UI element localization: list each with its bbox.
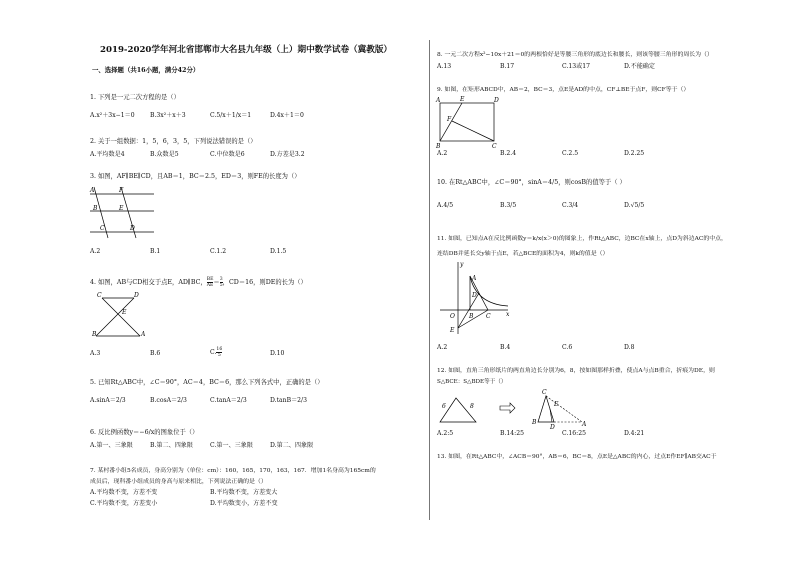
q11-figure [436, 258, 512, 338]
q9-option-b: B.2.4 [500, 150, 517, 157]
q7-option-b: B.平均数不变，方差变大 [210, 489, 278, 496]
q8-option-a: A.13 [437, 63, 452, 70]
q11-label-a: A [472, 275, 477, 282]
q3-option-c: C.1.2 [210, 248, 227, 255]
q11-label-c: C [486, 313, 491, 320]
q7-stem-line1: 7. 某村番小组5名成员，身高分别为（单位：cm）：160，165，170，163，167．增加1名身高为165cm的 [90, 468, 376, 474]
q3-label-c: C [100, 225, 105, 232]
q11-option-d: D.8 [624, 344, 635, 351]
q4-label-a: A [141, 331, 146, 338]
q11-label-y: y [460, 261, 464, 268]
q8-option-d: D.不能确定 [624, 63, 655, 70]
q3-label-f: F [119, 187, 124, 194]
q5-option-c: C.tanA＝2/3 [210, 397, 247, 404]
q8-option-c: C.13或17 [562, 63, 590, 70]
q1-option-d: D.4x＋1＝0 [270, 112, 304, 119]
q9-label-a: A [436, 97, 441, 104]
q12-stem-line1: 12. 如图，直角三角形纸片的两直角边长分别为6，8，按如图那样折叠，使点A与点B重合，折痕为DE，则 [437, 368, 715, 374]
q9-label-b: B [436, 143, 441, 150]
q3-stem: 3. 如图，AF∥BE∥CD，且AB＝1，BC＝2.5，ED＝3，则FE的长度为（） [90, 173, 301, 180]
q5-option-a: A.sinA＝2/3 [90, 397, 126, 404]
section-heading: 一、选择题（共16小题，满分42分） [92, 66, 200, 74]
q9-stem: 9. 如图，在矩形ABCD中，AB＝2，BC＝3，点E是AD的中点，CF⊥BE于点F，则CF等于（） [437, 87, 690, 93]
q1-stem: 1. 下列是一元二次方程的是（） [90, 94, 180, 101]
q10-option-c: C.3/4 [562, 202, 579, 209]
q4-label-b: B [92, 331, 97, 338]
q7-option-d: D.平均数变小，方差不变 [210, 500, 278, 507]
q3-option-a: A.2 [90, 248, 101, 255]
q12-label-8: 8 [470, 403, 474, 410]
q12-stem-line2: S△BCE：S△BDE等于（） [437, 379, 507, 385]
q4-option-d: D.10 [270, 350, 285, 357]
q1-option-b: B.3x²＋x＋3 [150, 112, 186, 119]
q9-option-a: A.2 [437, 150, 448, 157]
q5-stem: 5. 已知Rt△ABC中，∠C＝90°，AC＝4，BC＝6，那么下列各式中，正确的是（） [90, 379, 324, 386]
q9-label-f: F [447, 116, 452, 123]
q2-option-c: C.中位数是6 [210, 151, 245, 158]
q3-label-d: D [130, 225, 135, 232]
q11-option-c: C.6 [562, 344, 573, 351]
q10-option-d: D.√5/5 [624, 202, 645, 209]
q3-label-a: A [90, 187, 95, 194]
q4-frac-den: AE [206, 283, 214, 288]
q11-label-d: D [472, 292, 477, 299]
q6-option-a: A.第一、三象限 [90, 442, 133, 449]
q6-option-d: D.第二、四象限 [270, 442, 314, 449]
q9-label-c: C [492, 143, 497, 150]
q12-option-d: D.4:21 [624, 430, 645, 437]
q6-option-c: C.第一、三象限 [210, 442, 253, 449]
q4-option-b: B.6 [150, 350, 161, 357]
q3-label-e: E [119, 205, 124, 212]
q3-option-d: D.1.5 [270, 248, 287, 255]
q12-label-c: C [542, 389, 547, 396]
column-divider [429, 40, 430, 520]
q4-stem-post: ，CD＝16，则DE的长为（） [222, 279, 307, 286]
q2-stem: 2. 关于一组数据：1，5，6，3，5，下列说法错误的是（） [90, 138, 257, 145]
q11-option-a: A.2 [437, 344, 448, 351]
q5-option-b: B.cosA＝2/3 [150, 397, 187, 404]
q10-option-a: A.4/5 [437, 202, 454, 209]
q4-stem [90, 277, 307, 288]
q2-option-a: A.平均数是4 [90, 151, 125, 158]
q11-label-e: E [450, 327, 455, 334]
q9-figure [435, 95, 501, 149]
q3-label-b: B [93, 205, 98, 212]
q2-option-b: B.众数是5 [150, 151, 179, 158]
q12-figure [436, 386, 596, 430]
q4-stem-pre: 4. 如图，AB与CD相交于点E，AD∥BC， [90, 279, 207, 286]
q8-option-b: B.17 [500, 63, 515, 70]
q9-label-e: E [460, 96, 465, 103]
q4-label-d: D [134, 292, 139, 299]
exam-title: 2019-2020学年河北省邯郸市大名县九年级（上）期中数学试卷（冀教版） [100, 45, 393, 55]
q11-option-b: B.4 [500, 344, 511, 351]
q4-option-c: C. $\frac{16}{5}$ [210, 347, 223, 358]
q4-frac2-den: 5 [219, 283, 223, 288]
q6-stem: 6. 反比例函数y＝−6/x的图象位于（） [90, 429, 199, 436]
q8-stem: 8. 一元二次方程x²−10x＋21＝0的两根恰好是等腰三角形的底边长和腰长，则该等腰三角形的周长为（） [437, 52, 713, 58]
q11-stem-line2: 连结DB并延长交y轴于点E，若△BCE的面积为4，则k的值是（） [437, 251, 609, 257]
q4-frac2-num: 3 [219, 277, 223, 282]
q5-option-d: D.tanB＝2/3 [270, 397, 307, 404]
q12-label-6: 6 [442, 403, 446, 410]
q4-option-a: A.3 [90, 350, 101, 357]
q4-label-e: E [122, 309, 127, 316]
q12-label-d: D [550, 424, 555, 431]
q11-stem-line1: 11. 如图，已知点A在反比例函数y＝k/x(x＞0)的图象上，作Rt△ABC，边BC在x轴上，点D为斜边AC的中点， [437, 236, 727, 242]
q10-stem: 10. 在Rt△ABC中，∠C＝90°，sinA＝4/5，则cosB的值等于（ ） [437, 179, 626, 186]
q9-option-c: C.2.5 [562, 150, 579, 157]
q13-stem: 13. 如图，在Rt△ABC中，∠ACB＝90°，AB＝6，BC＝8，点E是△ABC的内心，过点E作EF∥AB交AC于 [437, 454, 717, 460]
q11-label-o: O [450, 313, 455, 320]
q12-option-a: A.2:5 [437, 430, 454, 437]
q11-label-b: B [469, 313, 474, 320]
q11-label-x: x [506, 311, 510, 318]
q4-label-c: C [97, 292, 102, 299]
q12-option-c: C.16:25 [562, 430, 586, 437]
q7-stem-line2: 成员后，现科番小组成员的身高与原来相比，下列说法正确的是（） [90, 479, 267, 485]
q12-label-e: E [554, 401, 559, 408]
q3-option-b: B.1 [150, 248, 161, 255]
q12-label-b: B [532, 419, 537, 426]
q9-option-d: D.2.25 [624, 150, 645, 157]
q7-option-c: C.平均数不变，方差变小 [90, 500, 158, 507]
q9-label-d: D [494, 97, 499, 104]
q12-option-b: B.14:25 [500, 430, 524, 437]
q10-option-b: B.3/5 [500, 202, 517, 209]
q1-option-a: A.x²＋3x−1＝0 [90, 112, 135, 119]
q3-figure [88, 184, 158, 240]
q4-figure [92, 290, 144, 340]
q7-option-a: A.平均数不变，方差不变 [90, 489, 158, 496]
q1-option-c: C.5/x＋1/x＝1 [210, 112, 252, 119]
q4-stem-mid: ＝ [213, 279, 220, 286]
q6-option-b: B.第二、四象限 [150, 442, 193, 449]
q12-label-a: A [582, 421, 587, 428]
q2-option-d: D.方差是3.2 [270, 151, 305, 158]
q4-frac-num: BE [206, 277, 214, 282]
